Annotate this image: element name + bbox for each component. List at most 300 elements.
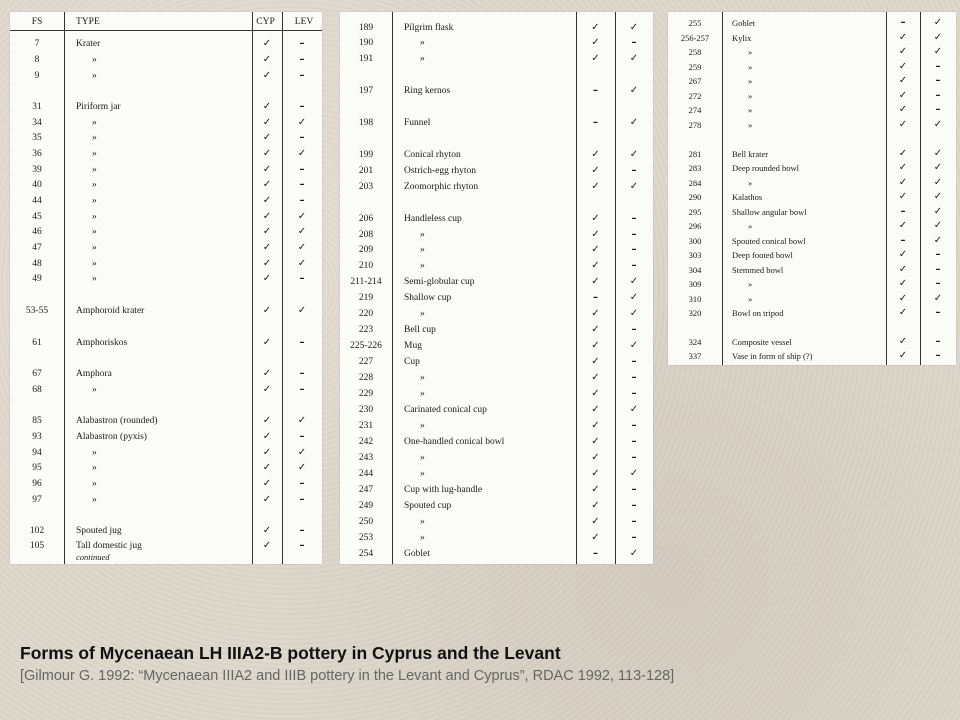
cell-type: » [92,133,97,143]
cell-cyp: ✓ [262,54,272,65]
cell-type: » [748,62,753,72]
cell-cyp: ✓ [262,478,272,489]
cell-cyp: ✓ [591,181,600,192]
cell-lev: ✓ [297,226,307,237]
cell-lev: ✓ [933,191,943,202]
cell-lev: – [299,179,305,190]
cell-fs: 295 [688,207,702,217]
cell-cyp: ✓ [591,436,600,447]
cell-lev: – [631,532,637,543]
cell-type: » [92,479,97,489]
cell-fs: 93 [32,432,42,442]
cell-type: » [748,279,753,289]
cell-lev: ✓ [297,447,307,458]
cell-type: Ring kernos [404,86,451,96]
cell-type: Bell krater [732,149,769,159]
column-divider [392,12,393,564]
cell-lev: ✓ [629,22,639,33]
cell-type: Carinated conical cup [404,405,487,415]
cell-fs: 49 [32,274,42,284]
cell-cyp: – [593,292,598,303]
cell-fs: 34 [32,118,42,128]
cell-lev: – [299,478,305,489]
cell-type: » [420,261,425,271]
cell-lev: ✓ [629,276,639,287]
cell-lev: ✓ [933,46,943,57]
cell-type: Amphoriskos [76,338,128,348]
cell-cyp: ✓ [262,164,272,175]
header-lev: LEV [294,17,314,27]
cell-type: Kalathos [732,192,763,202]
cell-lev: ✓ [629,149,639,160]
cell-type: Conical rhyton [404,150,461,160]
cell-fs: 267 [688,76,702,86]
cell-lev: – [631,388,637,399]
cell-type: Amphora [76,369,112,379]
cell-lev: ✓ [933,177,943,188]
cell-type: » [748,221,753,231]
cell-type: Shallow cup [404,293,452,303]
cell-lev: ✓ [629,85,639,96]
column-divider [64,12,65,564]
cell-fs: 304 [688,265,702,275]
cell-cyp: ✓ [591,404,600,415]
cell-fs: 44 [32,196,42,206]
cell-lev: ✓ [933,293,943,304]
cell-cyp: ✓ [898,336,908,347]
cell-fs: 244 [358,469,374,479]
cell-cyp: ✓ [262,211,272,222]
caption-title: Forms of Mycenaean LH IIIA2-B pottery in Cyprus and the Levant [20,643,561,663]
cell-fs: 253 [358,533,374,543]
cell-fs: 290 [688,192,702,202]
cell-type: » [420,469,425,479]
cell-fs: 219 [358,293,374,303]
cell-fs: 191 [358,54,374,64]
cell-cyp: – [593,548,598,559]
cell-lev: ✓ [629,117,639,128]
cell-fs: 189 [358,23,374,33]
cell-fs: 48 [32,259,42,269]
cell-cyp: ✓ [898,104,908,115]
cell-cyp: ✓ [262,195,272,206]
cell-type: Spouted conical bowl [732,236,806,246]
cell-type: Mug [404,341,422,351]
cell-type: » [748,178,753,188]
cell-lev: – [299,164,305,175]
cell-fs: 278 [688,120,702,130]
cell-cyp: ✓ [591,276,600,287]
cell-type: Cup [404,357,420,367]
caption-source: [Gilmour G. 1992: “Mycenaean IIIA2 and IIIB pottery in the Levant and Cyprus”, RDAC 1992, 113-128] [20,668,675,684]
cell-cyp: ✓ [591,468,600,479]
cell-fs: 231 [358,421,374,431]
cell-fs: 296 [688,221,702,231]
cell-lev: – [631,165,637,176]
cell-cyp: ✓ [898,177,908,188]
cell-type: Alabastron (pyxis) [76,432,147,442]
cell-cyp: ✓ [898,162,908,173]
cell-type: » [92,227,97,237]
cell-type: Composite vessel [732,337,792,347]
cell-type: » [92,212,97,222]
cell-lev: ✓ [933,148,943,159]
cell-lev: – [299,38,305,49]
cell-type: Stemmed bowl [732,265,784,275]
cell-fs: 36 [32,149,42,159]
cell-cyp: ✓ [591,260,600,271]
cell-type: » [420,230,425,240]
cell-cyp: ✓ [591,532,600,543]
cell-type: Handleless cup [404,214,462,224]
cell-type: Alabastron (rounded) [76,416,158,426]
cell-lev: – [935,264,941,275]
cell-cyp: ✓ [898,350,908,361]
cell-lev: – [935,350,941,361]
cell-lev: ✓ [629,548,639,559]
cell-fs: 230 [358,405,374,415]
continued-note: continued [76,552,110,562]
cell-fs: 303 [688,250,702,260]
cell-lev: ✓ [297,117,307,128]
cell-cyp: ✓ [591,516,600,527]
cell-cyp: ✓ [591,452,600,463]
cell-type: Krater [76,39,101,49]
cell-fs: 320 [688,308,702,318]
slide-caption [20,642,940,686]
cell-fs: 249 [358,501,374,511]
cell-type: » [92,55,97,65]
cell-type: » [748,120,753,130]
cell-lev: – [299,195,305,206]
cell-cyp: ✓ [898,148,908,159]
cell-cyp: ✓ [262,540,272,551]
cell-lev: – [935,278,941,289]
cell-lev: – [631,500,637,511]
cell-cyp: ✓ [262,117,272,128]
cell-cyp: ✓ [262,368,272,379]
cell-lev: ✓ [629,468,639,479]
cell-cyp: ✓ [898,220,908,231]
cell-cyp: ✓ [262,525,272,536]
cell-lev: – [631,452,637,463]
cell-type: Cup with lug-handle [404,485,483,495]
cell-lev: – [299,132,305,143]
header-type: TYPE [76,17,100,27]
cell-type: » [420,517,425,527]
cell-cyp: ✓ [898,32,908,43]
cell-fs: 283 [688,163,702,173]
cell-fs: 95 [32,463,42,473]
cell-cyp: ✓ [262,132,272,143]
cell-fs: 201 [358,166,374,176]
cell-type: » [92,259,97,269]
cell-lev: ✓ [297,242,307,253]
cell-fs: 67 [32,369,42,379]
cell-fs: 35 [32,133,42,143]
cell-fs: 197 [358,86,374,96]
cell-type: Deep rounded bowl [732,163,800,173]
cell-lev: ✓ [933,162,943,173]
cell-lev: – [631,356,637,367]
cell-type: » [748,91,753,101]
cell-cyp: ✓ [262,337,272,348]
cell-cyp: ✓ [262,101,272,112]
cell-cyp: ✓ [591,149,600,160]
cell-lev: ✓ [933,206,943,217]
cell-type: Bell cup [404,325,436,335]
cell-fs: 47 [32,243,42,253]
cell-lev: – [299,54,305,65]
cell-type: » [420,309,425,319]
cell-type: Funnel [404,118,431,128]
cell-fs: 324 [688,337,702,347]
cell-lev: – [631,37,637,48]
cell-cyp: ✓ [591,53,600,64]
cell-cyp: ✓ [591,213,600,224]
cell-type: Vase in form of ship (?) [732,351,813,361]
cell-type: » [748,76,753,86]
cell-lev: ✓ [933,220,943,231]
cell-fs: 281 [688,149,702,159]
cell-fs: 40 [32,180,42,190]
cell-type: » [420,533,425,543]
cell-cyp: ✓ [262,494,272,505]
cell-lev: – [935,336,941,347]
cell-fs: 255 [688,18,702,28]
cell-fs: 242 [358,437,374,447]
cell-type: » [92,274,97,284]
cell-type: Tall domestic jug [76,541,142,551]
cell-cyp: ✓ [898,46,908,57]
cell-cyp: ✓ [591,324,600,335]
cell-lev: ✓ [629,53,639,64]
cell-lev: – [299,101,305,112]
cell-fs: 94 [32,448,42,458]
cell-type: » [420,373,425,383]
header-fs: FS [31,17,43,27]
cell-type: » [92,118,97,128]
cell-cyp: ✓ [262,179,272,190]
cell-cyp: ✓ [262,38,272,49]
cell-cyp: – [900,206,906,217]
cell-fs: 31 [32,102,42,112]
table-panel-3 [668,12,956,365]
table-panel-1 [10,12,322,564]
cell-type: » [420,245,425,255]
cell-type: » [92,71,97,81]
cell-cyp: – [593,117,598,128]
cell-fs: 46 [32,227,42,237]
cell-fs: 247 [358,485,374,495]
cell-fs: 243 [358,453,374,463]
cell-fs: 190 [358,38,374,48]
cell-cyp: ✓ [898,75,908,86]
cell-cyp: ✓ [591,37,600,48]
cell-cyp: ✓ [898,119,908,130]
cell-cyp: ✓ [591,22,600,33]
cell-type: » [420,54,425,64]
cell-lev: – [631,229,637,240]
cell-lev: ✓ [297,415,307,426]
cell-fs: 225-226 [350,341,382,351]
cell-cyp: ✓ [262,305,272,316]
cell-cyp: – [900,17,906,28]
cell-cyp: – [593,85,598,96]
cell-type: » [748,294,753,304]
cell-lev: ✓ [933,32,943,43]
cell-cyp: ✓ [898,307,908,318]
cell-fs: 8 [34,55,40,65]
cell-fs: 85 [32,416,42,426]
cell-cyp: ✓ [898,293,908,304]
cell-lev: – [631,484,637,495]
cell-fs: 53-55 [25,306,49,316]
cell-fs: 250 [358,517,374,527]
cell-fs: 228 [358,373,374,383]
cell-fs: 274 [688,105,702,115]
cell-lev: ✓ [629,292,639,303]
cell-lev: ✓ [629,308,639,319]
cell-fs: 102 [29,526,45,536]
cell-type: Shallow angular bowl [732,207,807,217]
cell-cyp: ✓ [262,415,272,426]
cell-type: Kylix [732,33,752,43]
cell-type: » [92,495,97,505]
cell-lev: – [631,260,637,271]
cell-lev: – [631,213,637,224]
cell-cyp: ✓ [262,462,272,473]
cell-type: Spouted cup [404,501,452,511]
cell-type: » [748,47,753,57]
cell-cyp: ✓ [898,249,908,260]
cell-lev: – [299,525,305,536]
column-divider [722,12,723,365]
cell-lev: – [935,90,941,101]
header-cyp: CYP [256,17,275,27]
cell-cyp: ✓ [591,372,600,383]
cell-fs: 61 [32,338,42,348]
cell-cyp: ✓ [898,278,908,289]
cell-lev: – [299,273,305,284]
cell-cyp: ✓ [262,273,272,284]
cell-fs: 198 [358,118,374,128]
cell-fs: 258 [688,47,702,57]
cell-cyp: ✓ [898,90,908,101]
table-panel-2 [340,12,653,564]
cell-lev: ✓ [297,305,307,316]
cell-fs: 208 [358,230,374,240]
cell-fs: 256-257 [680,33,710,43]
cell-lev: ✓ [933,17,943,28]
cell-lev: ✓ [297,258,307,269]
cell-type: » [748,105,753,115]
cell-fs: 97 [32,495,42,505]
cell-fs: 9 [34,71,40,81]
cell-lev: – [299,431,305,442]
cell-fs: 45 [32,212,42,222]
cell-cyp: ✓ [591,356,600,367]
cell-fs: 310 [688,294,702,304]
cell-cyp: ✓ [591,244,600,255]
cell-cyp: ✓ [262,431,272,442]
cell-type: Zoomorphic rhyton [404,182,479,192]
cell-cyp: ✓ [262,242,272,253]
cell-type: Deep footed bowl [732,250,793,260]
cell-lev: ✓ [629,404,639,415]
cell-fs: 300 [688,236,702,246]
cell-type: » [420,421,425,431]
cell-fs: 206 [358,214,374,224]
cell-cyp: ✓ [262,226,272,237]
cell-fs: 209 [358,245,374,255]
cell-cyp: ✓ [591,340,600,351]
cell-fs: 203 [358,182,374,192]
cell-lev: – [299,337,305,348]
cell-fs: 259 [688,62,702,72]
cell-type: Pilgrim flask [404,23,454,33]
cell-type: Goblet [732,18,756,28]
cell-type: Bowl on tripod [732,308,784,318]
cell-fs: 309 [688,279,702,289]
cell-lev: – [299,540,305,551]
cell-cyp: ✓ [262,447,272,458]
cell-cyp: ✓ [591,229,600,240]
cell-lev: – [631,324,637,335]
cell-cyp: ✓ [591,484,600,495]
cell-type: » [420,389,425,399]
cell-cyp: ✓ [262,258,272,269]
cell-type: Ostrich-egg rhyton [404,166,477,176]
cell-cyp: ✓ [591,420,600,431]
cell-cyp: ✓ [898,61,908,72]
cell-lev: – [299,384,305,395]
cell-fs: 227 [358,357,374,367]
cell-type: » [92,180,97,190]
cell-lev: ✓ [629,181,639,192]
cell-type: » [92,243,97,253]
cell-cyp: – [900,235,906,246]
cell-lev: – [631,244,637,255]
cell-fs: 337 [688,351,702,361]
cell-lev: – [631,372,637,383]
cell-cyp: ✓ [898,264,908,275]
cell-lev: – [935,75,941,86]
cell-fs: 284 [688,178,702,188]
cell-lev: – [299,368,305,379]
cell-type: » [92,385,97,395]
cell-lev: – [935,249,941,260]
cell-type: Goblet [404,549,430,559]
cell-fs: 7 [34,39,40,49]
cell-fs: 254 [358,549,374,559]
cell-lev: ✓ [933,119,943,130]
cell-fs: 199 [358,150,374,160]
cell-fs: 220 [358,309,374,319]
cell-fs: 105 [29,541,45,551]
cell-type: Amphoroid krater [76,306,145,316]
cell-type: Semi-globular cup [404,277,475,287]
cell-type: » [420,38,425,48]
cell-lev: – [935,61,941,72]
cell-fs: 39 [32,165,42,175]
cell-cyp: ✓ [898,191,908,202]
cell-fs: 210 [358,261,374,271]
cell-lev: – [631,420,637,431]
cell-type: » [92,165,97,175]
cell-type: » [92,196,97,206]
cell-lev: ✓ [297,148,307,159]
